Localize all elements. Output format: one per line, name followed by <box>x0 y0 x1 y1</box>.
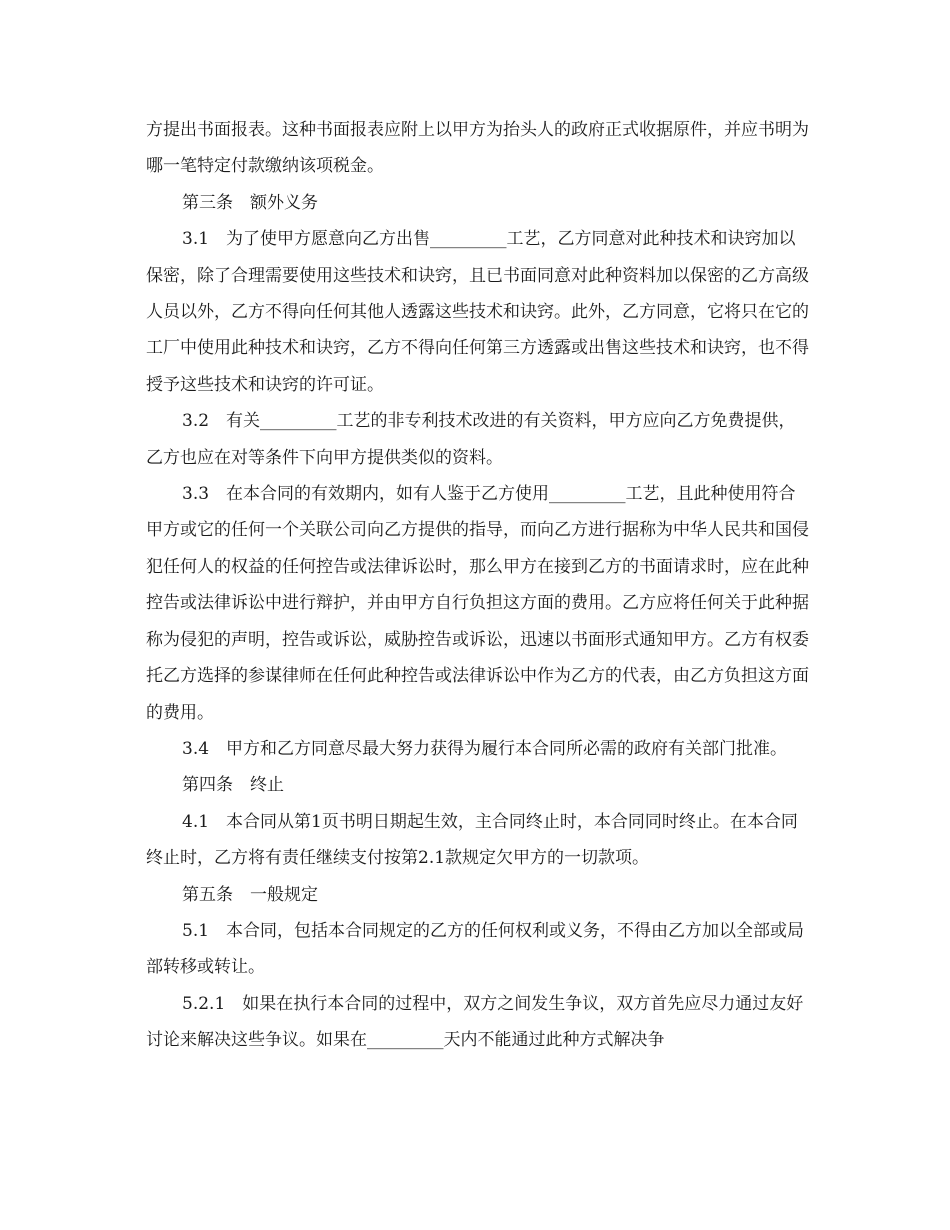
clause-4-1: 4.1 本合同从第1页书明日期起生效，主合同终止时，本合同同时终止。在本合同终止时，乙方将有责任继续支付按第2.1款规定欠甲方的一切款项。 <box>146 811 798 869</box>
document-body <box>146 112 810 1059</box>
clause-3-1: 3.1 为了使甲方愿意向乙方出售_________工艺，乙方同意对此种技术和诀窍加以保密，除了合理需要使用这些技术和诀窍，且已书面同意对此种资料加以保密的乙方高级人员以外，乙方不得向任何其他人透露这些技术和诀窍。此外，乙方同意，它将只在它的工厂中使用此种技术和诀窍，乙方不得向任何第三方透露或出售这些技术和诀窍，也不得授予这些技术和诀窍的许可证。 <box>146 229 809 395</box>
clause-3-3: 3.3 在本合同的有效期内，如有人鉴于乙方使用_________工艺，且此种使用符合甲方或它的任何一个关联公司向乙方提供的指导，而向乙方进行据称为中华人民共和国侵犯任何人的权益的任何控告或法律诉讼时，那么甲方在接到乙方的书面请求时，应在此种控告或法律诉讼中进行辩护，并由甲方自行负担这方面的费用。乙方应将任何关于此种据称为侵犯的声明，控告或诉讼，威胁控告或诉讼，迅速以书面形式通知甲方。乙方有权委托乙方选择的参谋律师在任何此种控告或法律诉讼中作为乙方的代表，由乙方负担这方面的费用。 <box>146 484 809 723</box>
article-3-heading: 第三条 额外义务 <box>182 192 318 213</box>
paragraph-continuation: 方提出书面报表。这种书面报表应附上以甲方为抬头人的政府正式收据原件，并应书明为哪一笔特定付款缴纳该项税金。 <box>146 120 809 177</box>
clause-5-1: 5.1 本合同，包括本合同规定的乙方的任何权利或义务，不得由乙方加以全部或局部转移或转让。 <box>146 920 805 978</box>
clause-5-2-1: 5.2.1 如果在执行本合同的过程中，双方之间发生争议，双方首先应尽力通过友好讨论来解决这些争议。如果在_________天内不能通过此种方式解决争 <box>146 993 804 1051</box>
article-5-heading: 第五条 一般规定 <box>182 884 318 905</box>
article-4-heading: 第四条 终止 <box>182 775 284 796</box>
clause-3-2: 3.2 有关_________工艺的非专利技术改进的有关资料，甲方应向乙方免费提供，乙方也应在对等条件下向甲方提供类似的资料。 <box>146 411 796 468</box>
clause-3-4: 3.4 甲方和乙方同意尽最大努力获得为履行本合同所必需的政府有关部门批准。 <box>182 738 788 759</box>
